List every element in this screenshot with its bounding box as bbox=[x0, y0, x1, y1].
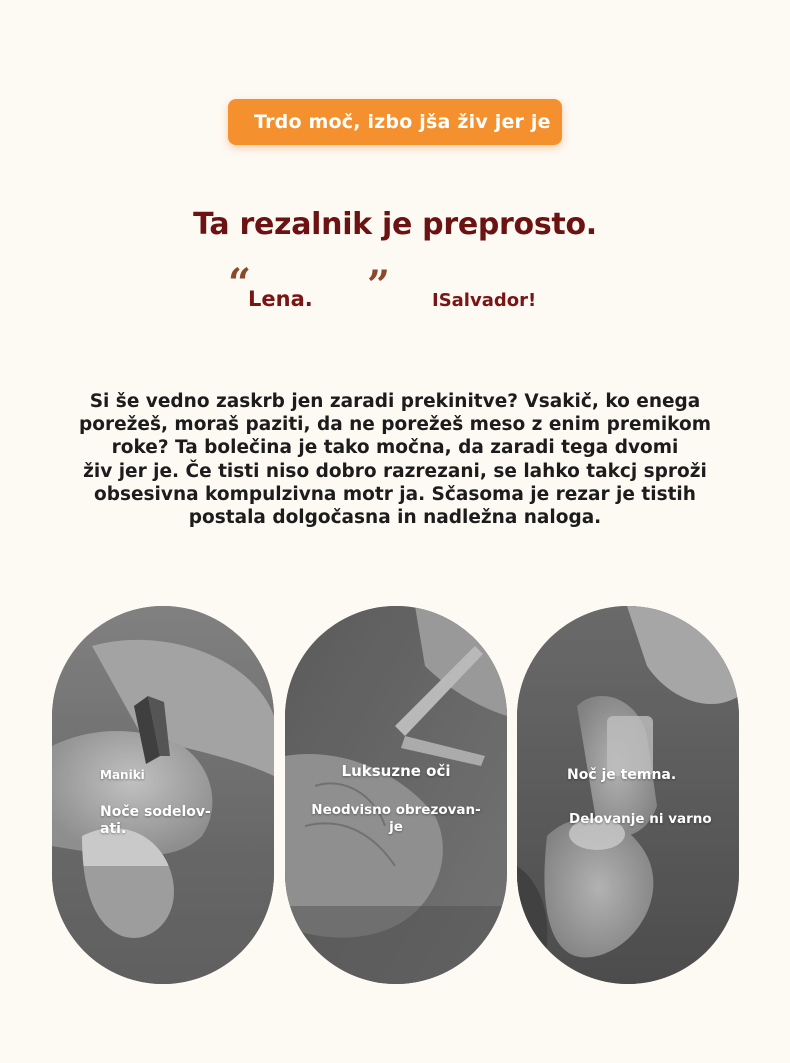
reviewer-name-right: ISalvador! bbox=[432, 290, 537, 311]
close-quote-icon: ” bbox=[367, 262, 391, 309]
card-subtitle-line: ati. bbox=[100, 821, 127, 837]
paragraph-line: postala dolgočasna in nadležna naloga. bbox=[188, 507, 602, 529]
headline: Ta rezalnik je preprosto. bbox=[193, 207, 597, 242]
card-overlay bbox=[517, 606, 739, 984]
card-title: Luksuzne oči bbox=[341, 762, 451, 780]
card-subtitle bbox=[569, 811, 712, 827]
open-quote-icon: “ bbox=[228, 260, 252, 307]
feature-card-luxury bbox=[285, 606, 507, 984]
card-subtitle-line: je bbox=[389, 819, 403, 835]
card-title: Maniki bbox=[100, 768, 145, 782]
paragraph-line: živ jer je. Če tisti niso dobro razrezani, se lahko takcj sproži bbox=[83, 460, 707, 482]
feature-card-night bbox=[517, 606, 739, 984]
paragraph-line: porežeš, moraš paziti, da ne porežeš meso z enim premikom bbox=[79, 414, 711, 436]
feature-banner bbox=[228, 99, 562, 145]
paragraph-line: roke? Ta bolečina je tako močna, da zaradi tega dvomi bbox=[111, 437, 679, 459]
card-subtitle bbox=[100, 804, 211, 838]
description-paragraph bbox=[70, 390, 720, 529]
card-overlay bbox=[52, 606, 274, 984]
card-title: Noč je temna. bbox=[567, 767, 677, 783]
paragraph-line: obsesivna kompulzivna motr ja. Sčasoma je rezar je tistih bbox=[94, 483, 696, 505]
card-subtitle-line: Delovanje ni varno bbox=[569, 811, 712, 827]
reviewer-name-left: Lena. bbox=[248, 287, 313, 311]
feature-card-manicure bbox=[52, 606, 274, 984]
card-subtitle-line: Neodvisno obrezovan- bbox=[311, 802, 481, 818]
paragraph-line: Si še vedno zaskrb jen zaradi prekinitve? Vsakič, ko enega bbox=[89, 391, 701, 412]
card-subtitle-line: Noče sodelov- bbox=[100, 804, 211, 820]
card-subtitle bbox=[285, 802, 507, 836]
card-overlay bbox=[285, 606, 507, 984]
feature-banner-label: Trdo moč, izbo jša živ jer je bbox=[254, 111, 551, 133]
